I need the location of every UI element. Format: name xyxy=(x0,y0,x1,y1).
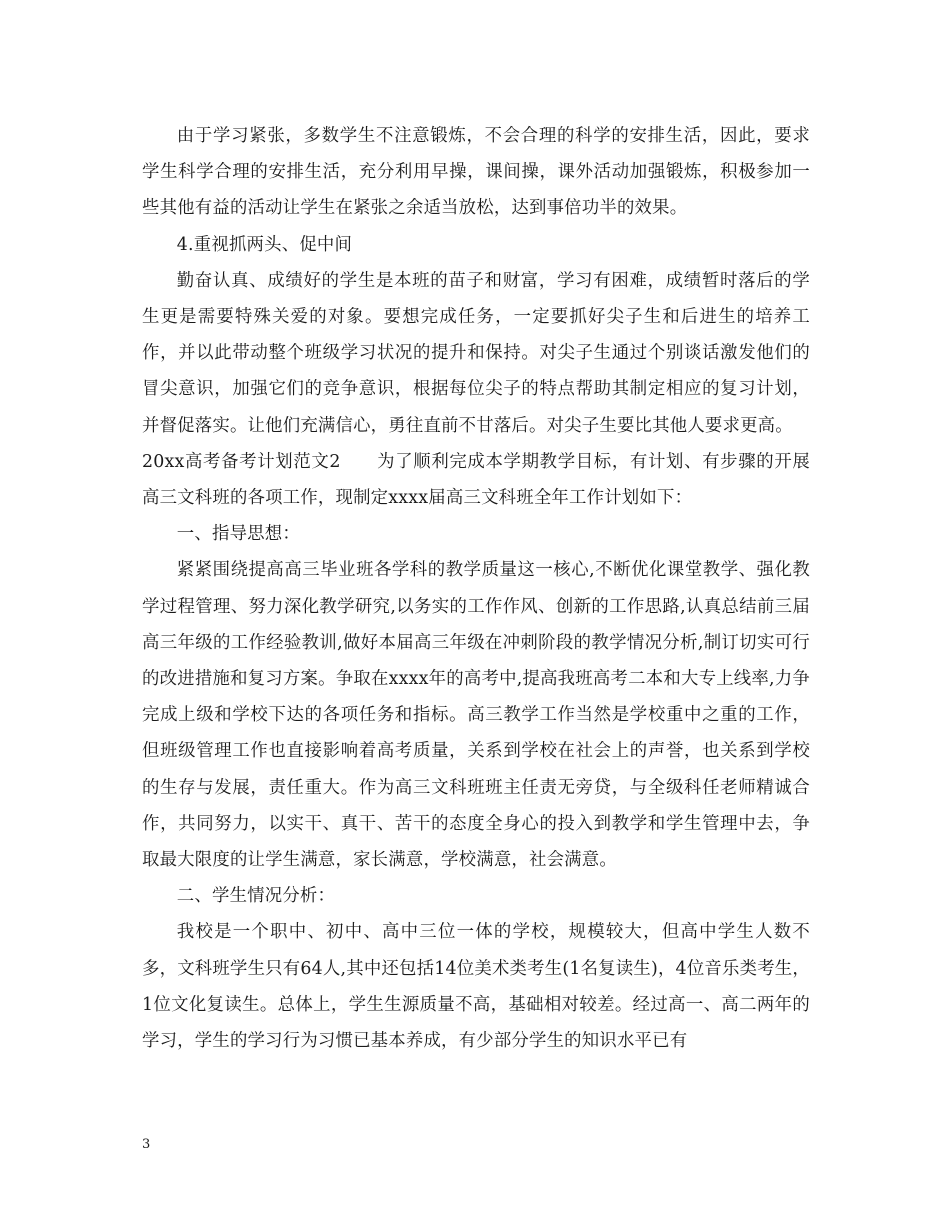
section-heading: 20xx高考备考计划范文2 xyxy=(142,451,341,472)
document-body xyxy=(142,118,810,1059)
paragraph-plan-intro xyxy=(142,444,810,516)
paragraph-guiding-thought: 紧紧围绕提高高三毕业班各学科的教学质量这一核心,不断优化课堂教学、强化教学过程管理、努力深化教学研究,以务实的工作作风、创新的工作思路,认真总结前三届高三年级的工作经验教训,做好本届高三年级在冲刺阶段的教学情况分析,制订切实可行的改进措施和复习方案。争取在xxxx年的高考中,提高我班高考二本和大专上线率,力争完成上级和学校下达的各项任务和指标。高三教学工作当然是学校重中之重的工作，但班级管理工作也直接影响着高考质量，关系到学校在社会上的声誉，也关系到学校的生存与发展，责任重大。作为高三文科班班主任责无旁贷，与全级科任老师精诚合作，共同努力，以实干、真干、苦干的态度全身心的投入到教学和学生管理中去，争取最大限度的让学生满意，家长满意，学校满意，社会满意。 xyxy=(142,560,810,871)
plan-intro-text: 为了顺利完成本学期教学目标，有计划、有步骤的开展高三文科班的各项工作，现制定xxxx届高三文科班全年工作计划如下： xyxy=(142,451,810,509)
paragraph-top-students: 勤奋认真、成绩好的学生是本班的苗子和财富，学习有困难，成绩暂时落后的学生更是需要特殊关爱的对象。要想完成任务，一定要抓好尖子生和后进生的培养工作，并以此带动整个班级学习状况的提升和保持。对尖子生通过个别谈话激发他们的冒尖意识，加强它们的竞争意识，根据每位尖子的特点帮助其制定相应的复习计划，并督促落实。让他们充满信心，勇往直前不甘落后。对尖子生要比其他人要求更高。 xyxy=(142,270,810,436)
paragraph-student-analysis: 我校是一个职中、初中、高中三位一体的学校，规模较大，但高中学生人数不多，文科班学生只有64人,其中还包括14位美术类考生(1名复读生)，4位音乐类考生，1位文化复读生。总体上，学生生源质量不高，基础相对较差。经过高一、高二两年的学习，学生的学习行为习惯已基本养成，有少部分学生的知识水平已有 xyxy=(142,922,810,1052)
subheading-student-analysis: 二、学生情况分析： xyxy=(176,886,336,907)
subheading-focus-both-ends: 4.重视抓两头、促中间 xyxy=(176,234,353,255)
page-number: 3 xyxy=(142,1137,151,1152)
subheading-guiding-thought: 一、指导思想： xyxy=(176,524,300,545)
paragraph-exercise: 由于学习紧张，多数学生不注意锻炼，不会合理的科学的安排生活，因此，要求学生科学合理的安排生活，充分利用早操，课间操，课外活动加强锻炼，积极参加一些其他有益的活动让学生在紧张之余适当放松，达到事倍功半的效果。 xyxy=(142,126,810,219)
